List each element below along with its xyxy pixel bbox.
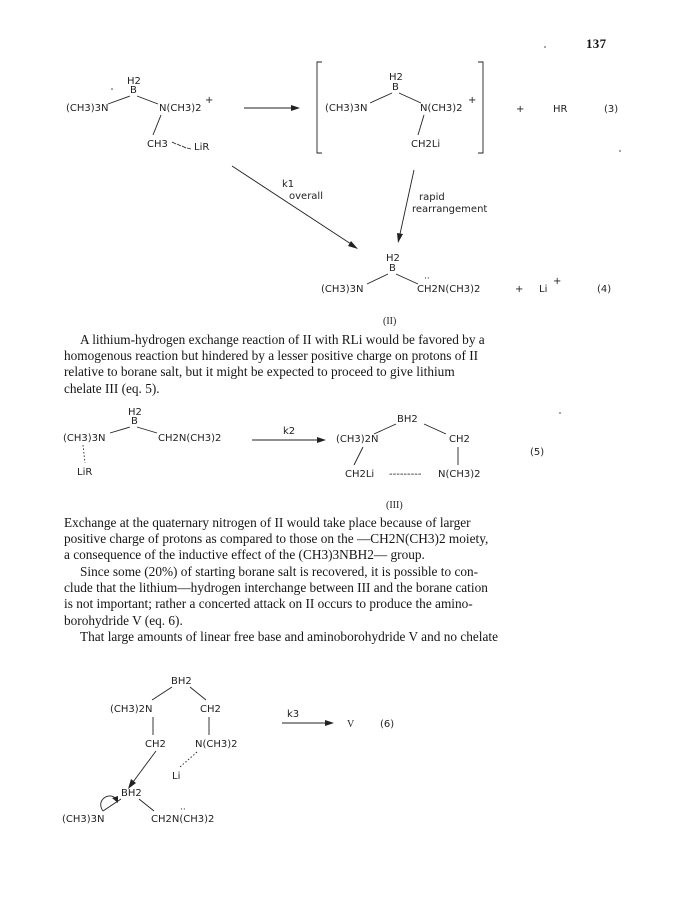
equation-number: (6) — [380, 719, 395, 730]
rate-constant-k1: k1 — [282, 179, 295, 190]
alkyllithium-label: LiR — [194, 142, 210, 153]
coordination-bond — [180, 752, 197, 767]
lithium-label: Li — [172, 771, 181, 782]
text-line: is not important; rather a concerted attack on II occurs to produce the amino- — [64, 596, 473, 612]
rapid-label: rapid — [419, 192, 445, 203]
positive-charge: + — [468, 95, 477, 106]
page-number: 137 — [586, 36, 607, 51]
methyl-label: CH3 — [147, 139, 168, 150]
compound-number: (III) — [386, 500, 403, 511]
equation-number: (3) — [604, 104, 619, 115]
dimethylamine-label: (CH3)2N — [336, 434, 379, 445]
arrow-head — [325, 720, 334, 726]
h2-label: H2 — [389, 72, 403, 83]
methylene-label: CH2 — [449, 434, 470, 445]
methylene-label: CH2 — [145, 739, 166, 750]
arrow-head — [112, 796, 118, 803]
dimethylamine-label: (CH3)2N — [110, 704, 153, 715]
text-line: relative to borane salt, but it might be expected to proceed to give lithium — [64, 364, 455, 380]
bond-line — [103, 799, 121, 811]
h2-label: H2 — [127, 76, 141, 87]
text-line: A lithium-hydrogen exchange reaction of II with RLi would be favored by a — [80, 332, 485, 347]
text-line: borohydride V (eq. 6). — [64, 612, 183, 628]
trimethylamine-label: (CH3)3N — [62, 814, 105, 825]
rate-constant-k2: k2 — [283, 426, 296, 437]
trimethylamine-label: (CH3)3N — [63, 433, 106, 444]
lone-pair: ·· — [180, 805, 186, 815]
boron-label: B — [130, 85, 137, 96]
trimethylamine-label: (CH3)3N — [325, 103, 368, 114]
alkyllithium-label: LiR — [77, 467, 93, 478]
borane-label: BH2 — [397, 414, 418, 425]
text-line: chelate III (eq. 5). — [64, 380, 160, 396]
methylene-label: CH2 — [200, 704, 221, 715]
boron-label: B — [389, 263, 396, 274]
borane-label: BH2 — [171, 676, 192, 687]
rearrangement-label: rearrangement — [412, 204, 488, 215]
trimethylamine-label: (CH3)3N — [66, 103, 109, 114]
aminomethyl-label: CH2N(CH3)2 — [151, 814, 215, 825]
lithium-cation: Li — [539, 284, 548, 295]
equation-number: (4) — [597, 284, 612, 295]
compound-number: (II) — [383, 316, 397, 327]
h2-label: H2 — [128, 407, 142, 418]
boron-label: B — [131, 416, 138, 427]
equation-number: (5) — [530, 447, 545, 458]
plus-sign: + — [515, 284, 524, 295]
alkane-label: HR — [553, 104, 568, 115]
attack-arrow — [133, 751, 156, 782]
text-line: Since some (20%) of starting borane salt is recovered, it is possible to con- — [80, 564, 479, 579]
lithiomethyl-label: CH2Li — [411, 139, 441, 150]
lone-pair: ·· — [424, 274, 430, 284]
positive-charge: + — [553, 276, 562, 287]
text-line: a consequence of the inductive effect of the (CH3)3NBH2— group. — [64, 547, 425, 563]
text-line: That large amounts of linear free base and aminoborohydride V and no chelate — [80, 629, 498, 644]
overall-label: overall — [289, 191, 323, 202]
dimethylamino-label: N(CH3)2 — [195, 739, 238, 750]
bond-line — [190, 687, 206, 700]
positive-charge: + — [205, 95, 214, 106]
aminomethyl-label: CH2N(CH3)2 — [158, 433, 222, 444]
trimethylamine-label: (CH3)3N — [321, 284, 364, 295]
dimethylammonium-label: N(CH3)2 — [159, 103, 202, 114]
bond-line — [139, 799, 154, 811]
product-label: V — [347, 719, 355, 730]
text-line: Exchange at the quaternary nitrogen of II would take place because of larger — [64, 515, 471, 530]
text-line: clude that the lithium—hydrogen interchange between III and the borane cation — [64, 580, 488, 596]
h2-label: H2 — [386, 253, 400, 264]
coordination-bond: --------- — [389, 469, 422, 480]
lithiomethyl-label: CH2Li — [345, 469, 375, 480]
dimethylammonium-label: N(CH3)2 — [420, 103, 463, 114]
text-line: positive charge of protons as compared to those on the —CH2N(CH3)2 moiety, — [64, 531, 489, 547]
rate-constant-k3: k3 — [287, 709, 300, 720]
aminomethyl-label: CH2N(CH3)2 — [417, 284, 481, 295]
boron-label: B — [392, 82, 399, 93]
dimethylamino-label: N(CH3)2 — [438, 469, 481, 480]
borane-label: BH2 — [121, 788, 142, 799]
plus-sign: + — [516, 104, 525, 115]
text-line: homogenous reaction but hindered by a lesser positive charge on protons of II — [64, 348, 479, 364]
bond-line — [152, 687, 172, 700]
